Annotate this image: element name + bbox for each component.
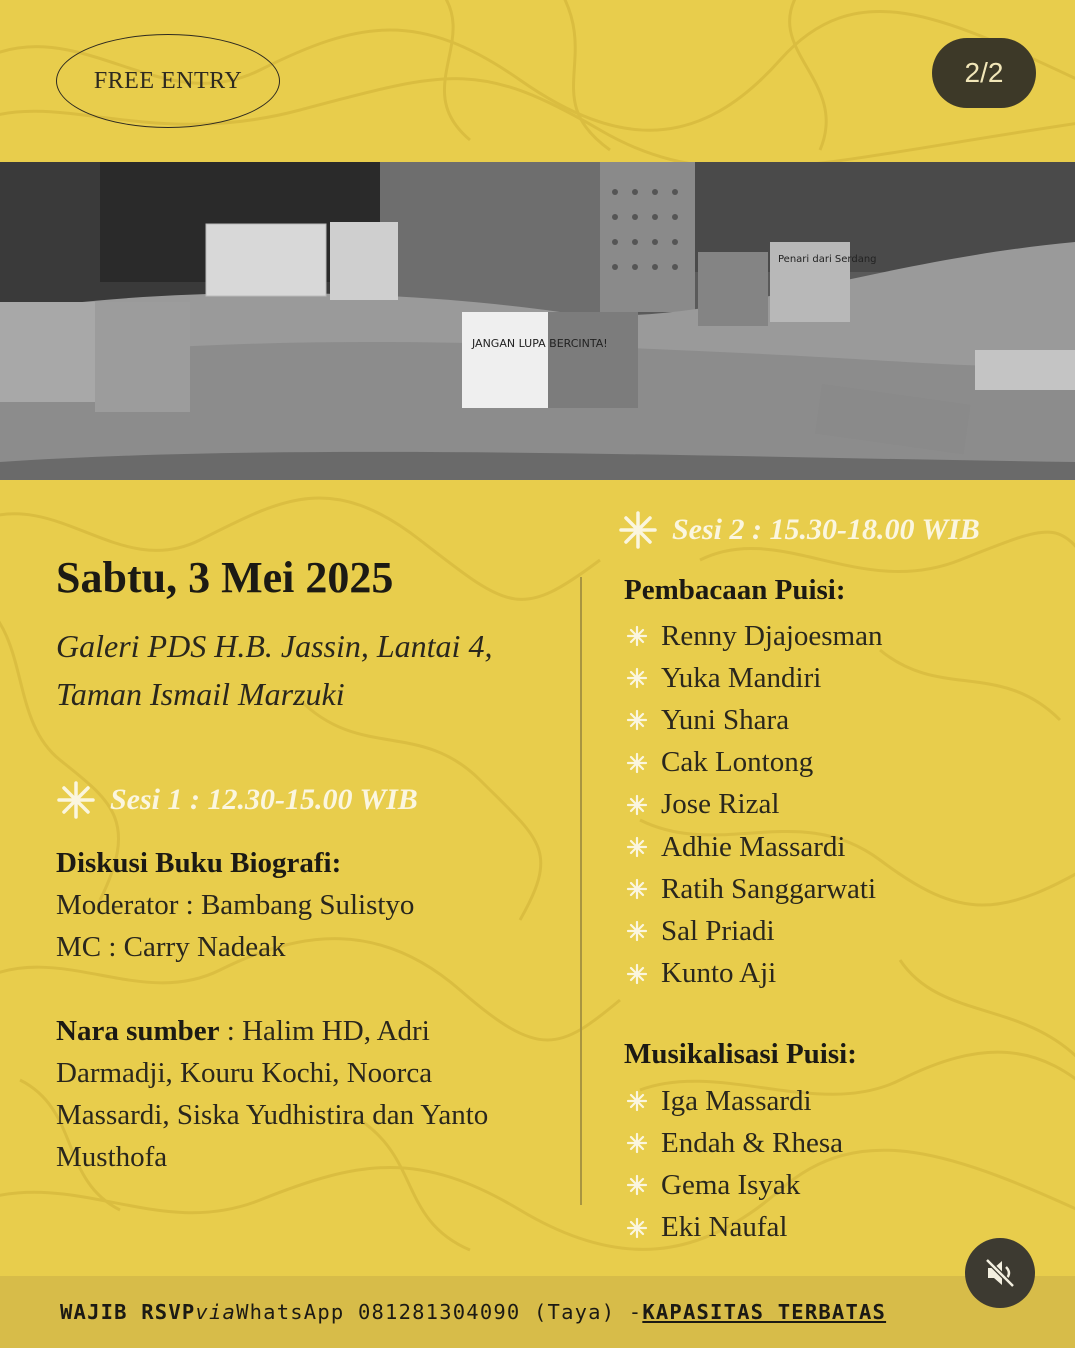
sparkle-bullet-icon: [626, 1217, 648, 1239]
venue-line-2: Taman Ismail Marzuki: [56, 676, 345, 712]
free-entry-badge: FREE ENTRY: [56, 34, 280, 128]
sparkle-bullet-icon: [626, 667, 648, 689]
rsvp-via: via: [195, 1300, 237, 1324]
sparkle-bullet-icon: [626, 1090, 648, 1112]
session-1-heading: [56, 780, 418, 820]
musicians-list: [626, 1080, 843, 1249]
performer-name: Eki Naufal: [661, 1211, 788, 1244]
list-item: [626, 1080, 843, 1122]
session-1-speakers: [56, 1010, 496, 1178]
performer-name: Iga Massardi: [661, 1084, 812, 1117]
list-item: [626, 784, 882, 826]
venue-line-1: Galeri PDS H.B. Jassin, Lantai 4,: [56, 628, 493, 664]
sparkle-bullet-icon: [626, 1174, 648, 1196]
sparkle-bullet-icon: [626, 794, 648, 816]
session-1-mc: MC : Carry Nadeak: [56, 931, 286, 963]
sparkle-bullet-icon: [626, 836, 648, 858]
performer-name: Sal Priadi: [661, 914, 775, 947]
speakers-label: Nara sumber: [56, 1015, 220, 1047]
performer-name: Adhie Massardi: [661, 830, 846, 863]
book-title-1: JANGAN LUPA BERCINTA!: [472, 337, 608, 350]
speakers-list: : Halim HD, Adri Darmadji, Kouru Kochi, Noorca Massardi, Siska Yudhistira dan Yanto Musthofa: [56, 1015, 489, 1173]
list-item: [626, 953, 882, 995]
rsvp-label: WAJIB RSVP: [60, 1300, 196, 1324]
sparkle-bullet-icon: [626, 1132, 648, 1154]
list-item: [626, 615, 882, 657]
music-title: Musikalisasi Puisi:: [624, 1038, 857, 1070]
list-item: [626, 1207, 843, 1249]
list-item: [626, 910, 882, 952]
sparkle-star-icon: [56, 780, 96, 820]
capacity-notice: KAPASITAS TERBATAS: [642, 1300, 887, 1324]
book-title-2: Penari dari Serdang: [778, 254, 877, 265]
sparkle-bullet-icon: [626, 625, 648, 647]
performer-name: Yuka Mandiri: [661, 661, 822, 694]
session-2-title: Sesi 2 : 15.30-18.00 WIB: [672, 513, 980, 546]
session-2-heading: [618, 510, 980, 550]
reading-title: Pembacaan Puisi:: [624, 574, 846, 606]
sparkle-bullet-icon: [626, 878, 648, 900]
page-counter: 2/2: [932, 38, 1036, 108]
performer-name: Jose Rizal: [661, 788, 780, 821]
sparkle-bullet-icon: [626, 752, 648, 774]
list-item: [626, 657, 882, 699]
sparkle-bullet-icon: [626, 963, 648, 985]
list-item: [626, 1164, 843, 1206]
event-date: Sabtu, 3 Mei 2025: [56, 553, 394, 602]
list-item: [626, 699, 882, 741]
list-item: [626, 868, 882, 910]
session-1-topic: Diskusi Buku Biografi:: [56, 847, 342, 879]
performer-name: Gema Isyak: [661, 1168, 801, 1201]
performer-name: Yuni Shara: [661, 703, 790, 736]
sparkle-star-icon: [618, 510, 658, 550]
rsvp-contact: WhatsApp 081281304090 (Taya) -: [236, 1300, 643, 1324]
list-item: [626, 742, 882, 784]
performer-name: Ratih Sanggarwati: [661, 872, 877, 905]
performer-name: Endah & Rhesa: [661, 1126, 844, 1159]
sparkle-bullet-icon: [626, 920, 648, 942]
performer-name: Renny Djajoesman: [661, 619, 883, 652]
session-1-moderator: Moderator : Bambang Sulistyo: [56, 889, 415, 921]
list-item: [626, 1122, 843, 1164]
rsvp-footer: [0, 1276, 1075, 1348]
event-venue: [56, 622, 492, 718]
list-item: [626, 826, 882, 868]
gallery-photo: [0, 162, 1075, 480]
column-divider: [580, 577, 582, 1205]
performer-name: Cak Lontong: [661, 746, 814, 779]
readers-list: [626, 615, 882, 995]
session-1-title: Sesi 1 : 12.30-15.00 WIB: [110, 783, 418, 816]
speaker-muted-icon: [980, 1253, 1020, 1293]
performer-name: Kunto Aji: [661, 957, 777, 990]
mute-button[interactable]: [965, 1238, 1035, 1308]
sparkle-bullet-icon: [626, 709, 648, 731]
session-1-details: [56, 842, 536, 968]
